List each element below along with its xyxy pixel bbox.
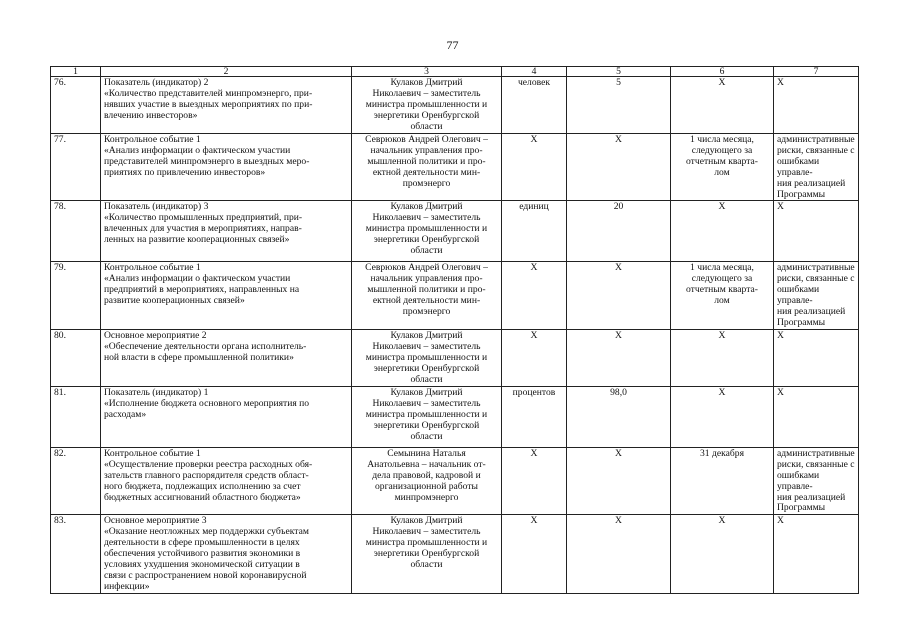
table-row xyxy=(51,515,859,594)
value-cell: 5 xyxy=(567,77,671,134)
event-name-cell: Показатель (индикатор) 1 «Исполнение бюджета основного мероприятия по расходам» xyxy=(101,386,352,447)
responsible-person-cell: Севрюков Андрей Олегович – начальник управления про- мышленной политики и про- ектной деятельности мин- промэнерго xyxy=(352,262,502,329)
column-number: 6 xyxy=(671,67,774,77)
event-name-cell: Основное мероприятие 2 «Обеспечение деятельности органа исполнитель- ной власти в сфере промышленной политики» xyxy=(101,329,352,386)
event-name-cell: Контрольное событие 1 «Осуществление проверки реестра расходных обя- зательств главного распорядителя средств област- ного бюджета, подлежащих исполнению за счет бюджетных ассигнований областного бюджета» xyxy=(101,447,352,514)
event-name-cell: Контрольное событие 1 «Анализ информации о фактическом участии представителей минпромэнерго в выездных меро- приятиях по привлечению инвесторов» xyxy=(101,134,352,201)
row-number: 80. xyxy=(51,329,101,386)
row-number: 77. xyxy=(51,134,101,201)
responsible-person-cell: Кулаков Дмитрий Николаевич – заместитель министра промышленности и энергетики Оренбургской области xyxy=(352,77,502,134)
column-number-row xyxy=(51,67,859,77)
deadline-cell: 31 декабря xyxy=(671,447,774,514)
responsible-person-cell: Семынина Наталья Анатольевна – начальник от- дела правовой, кадровой и организационной работы минпромэнерго xyxy=(352,447,502,514)
page-number: 77 xyxy=(446,38,459,52)
deadline-cell: X xyxy=(671,386,774,447)
value-cell: X xyxy=(567,515,671,594)
responsible-person-cell: Кулаков Дмитрий Николаевич – заместитель министра промышленности и энергетики Оренбургской области xyxy=(352,201,502,262)
row-number: 82. xyxy=(51,447,101,514)
risks-cell: X xyxy=(774,386,859,447)
table-row xyxy=(51,386,859,447)
table-row xyxy=(51,329,859,386)
column-number: 5 xyxy=(567,67,671,77)
row-number: 78. xyxy=(51,201,101,262)
table-row xyxy=(51,201,859,262)
event-name-cell: Основное мероприятие 3 «Оказание неотложных мер поддержки субъектам деятельности в сфере промышленности в целях обеспечения устойчивого развития экономики в условиях ухудшения экономической ситуации в связи с распространением новой коронавирусной инфекции» xyxy=(101,515,352,594)
unit-cell: X xyxy=(502,134,567,201)
table-row xyxy=(51,262,859,329)
risks-cell: X xyxy=(774,515,859,594)
program-table xyxy=(50,66,859,594)
responsible-person-cell: Кулаков Дмитрий Николаевич – заместитель министра промышленности и энергетики Оренбургской области xyxy=(352,515,502,594)
deadline-cell: 1 числа месяца, следующего за отчетным кварта- лом xyxy=(671,134,774,201)
unit-cell: X xyxy=(502,447,567,514)
table-row xyxy=(51,447,859,514)
unit-cell: единиц xyxy=(502,201,567,262)
value-cell: 20 xyxy=(567,201,671,262)
table-row xyxy=(51,134,859,201)
row-number: 83. xyxy=(51,515,101,594)
value-cell: X xyxy=(567,134,671,201)
risks-cell: административные риски, связанные с ошибками управле- ния реализацией Программы xyxy=(774,447,859,514)
responsible-person-cell: Кулаков Дмитрий Николаевич – заместитель министра промышленности и энергетики Оренбургской области xyxy=(352,386,502,447)
column-number: 2 xyxy=(101,67,352,77)
column-number: 7 xyxy=(774,67,859,77)
unit-cell: X xyxy=(502,329,567,386)
value-cell: X xyxy=(567,262,671,329)
risks-cell: X xyxy=(774,329,859,386)
risks-cell: X xyxy=(774,201,859,262)
deadline-cell: X xyxy=(671,201,774,262)
row-number: 81. xyxy=(51,386,101,447)
responsible-person-cell: Кулаков Дмитрий Николаевич – заместитель министра промышленности и энергетики Оренбургской области xyxy=(352,329,502,386)
event-name-cell: Контрольное событие 1 «Анализ информации о фактическом участии предприятий в мероприятиях, направленных на развитие кооперационных связей» xyxy=(101,262,352,329)
risks-cell: административные риски, связанные с ошибками управле- ния реализацией Программы xyxy=(774,262,859,329)
value-cell: X xyxy=(567,447,671,514)
event-name-cell: Показатель (индикатор) 3 «Количество промышленных предприятий, при- влеченных для участия в мероприятиях, направ- ленных на развитие кооперационных связей» xyxy=(101,201,352,262)
column-number: 4 xyxy=(502,67,567,77)
responsible-person-cell: Севрюков Андрей Олегович – начальник управления про- мышленной политики и про- ектной деятельности мин- промэнерго xyxy=(352,134,502,201)
deadline-cell: X xyxy=(671,515,774,594)
row-number: 76. xyxy=(51,77,101,134)
value-cell: X xyxy=(567,329,671,386)
value-cell: 98,0 xyxy=(567,386,671,447)
risks-cell: X xyxy=(774,77,859,134)
column-number: 1 xyxy=(51,67,101,77)
deadline-cell: X xyxy=(671,329,774,386)
unit-cell: X xyxy=(502,515,567,594)
event-name-cell: Показатель (индикатор) 2 «Количество представителей минпромэнерго, при- нявших участие в выездных мероприятиях по при- влечению инвесторов» xyxy=(101,77,352,134)
unit-cell: X xyxy=(502,262,567,329)
unit-cell: человек xyxy=(502,77,567,134)
deadline-cell: 1 числа месяца, следующего за отчетным кварта- лом xyxy=(671,262,774,329)
column-number: 3 xyxy=(352,67,502,77)
unit-cell: процентов xyxy=(502,386,567,447)
risks-cell: административные риски, связанные с ошибками управле- ния реализацией Программы xyxy=(774,134,859,201)
row-number: 79. xyxy=(51,262,101,329)
deadline-cell: X xyxy=(671,77,774,134)
table-body xyxy=(51,67,859,594)
table-row xyxy=(51,77,859,134)
